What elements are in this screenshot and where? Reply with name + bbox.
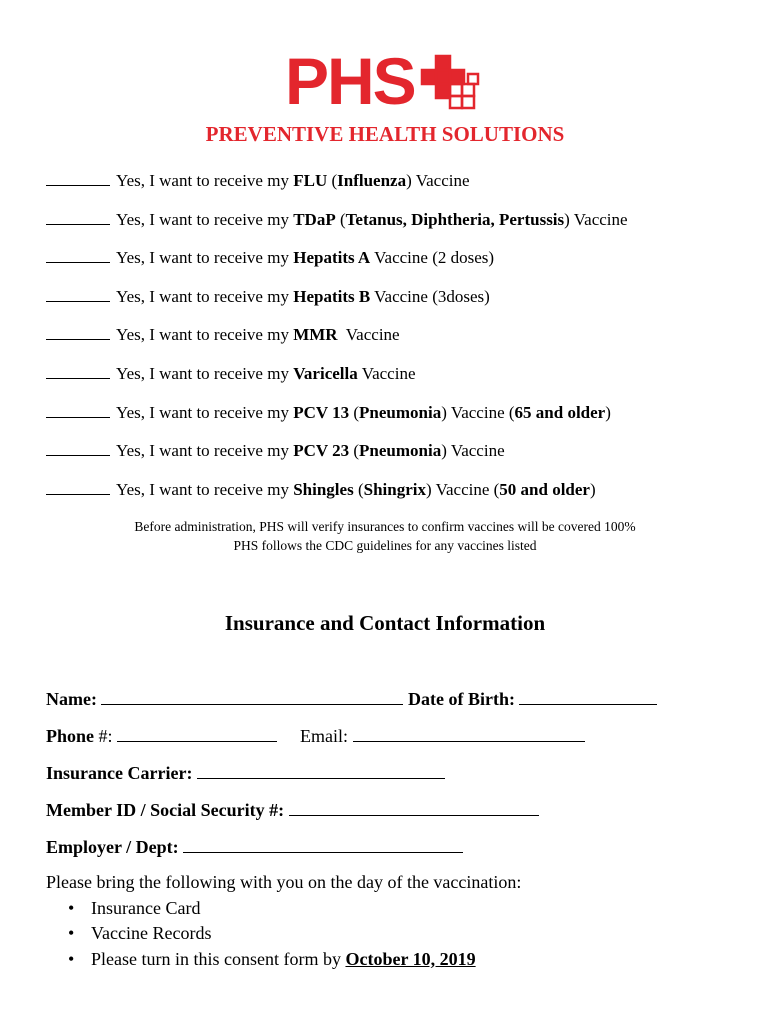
list-item xyxy=(46,947,521,973)
phs-logo xyxy=(285,44,485,118)
bullet-icon: • xyxy=(68,897,75,918)
vaccine-text: ( xyxy=(327,171,338,190)
insurance-row xyxy=(46,760,657,797)
vaccine-text: ( xyxy=(353,479,364,499)
vaccine-row xyxy=(46,401,628,440)
phone-label: Phone xyxy=(46,726,95,746)
phone-row xyxy=(46,723,657,760)
name-field[interactable] xyxy=(101,686,403,705)
vaccine-text: ) Vaccine xyxy=(406,171,470,190)
vaccine-row xyxy=(46,323,628,362)
list-item-label: Insurance Card xyxy=(91,897,201,918)
vaccine-name: Hepatits B xyxy=(293,286,371,306)
vaccine-text: ( xyxy=(349,441,360,461)
vaccine-name: Pneumonia xyxy=(359,441,442,461)
vaccine-row-prefix: Yes, I want to receive my xyxy=(116,248,289,268)
vaccine-text: Vaccine (3doses) xyxy=(370,286,490,306)
vaccine-consent-list xyxy=(46,169,628,516)
vaccine-text: ) xyxy=(605,402,611,422)
vaccine-name: 50 and older xyxy=(499,479,590,499)
vaccine-consent-blank[interactable] xyxy=(46,246,110,263)
section-title: Insurance and Contact Information xyxy=(224,611,546,635)
vaccine-text: ) Vaccine xyxy=(564,209,628,229)
dob-label: Date of Birth: xyxy=(407,689,515,709)
vaccine-row xyxy=(46,208,628,247)
vaccine-row-prefix: Yes, I want to receive my xyxy=(116,441,289,461)
deadline-date: October 10, 2019 xyxy=(345,948,476,969)
vaccine-name: Hepatits A xyxy=(293,248,371,268)
bring-list xyxy=(46,896,521,973)
cdc-note: PHS follows the CDC guidelines for any vaccines listed xyxy=(233,538,537,553)
vaccine-row xyxy=(46,246,628,285)
vaccine-name: Influenza xyxy=(337,171,407,190)
bring-instructions xyxy=(46,870,521,972)
deadline-prefix: Please turn in this consent form by xyxy=(91,948,346,969)
vaccine-row-prefix: Yes, I want to receive my xyxy=(116,286,289,306)
contact-form xyxy=(46,686,657,871)
member-id-row xyxy=(46,797,657,834)
vaccine-text: Vaccine xyxy=(357,363,416,383)
vaccine-consent-blank[interactable] xyxy=(46,401,110,418)
member-id-field[interactable] xyxy=(289,797,539,816)
vaccine-text: Vaccine (2 doses) xyxy=(370,248,495,268)
vaccine-name: TDaP xyxy=(293,209,336,229)
vaccine-name: Varicella xyxy=(293,363,358,383)
vaccine-row xyxy=(46,439,628,478)
employer-label: Employer / Dept: xyxy=(46,837,179,857)
logo-text: PHS xyxy=(285,44,415,118)
member-id-label: Member ID / Social Security #: xyxy=(46,800,285,820)
vaccine-row-prefix: Yes, I want to receive my xyxy=(116,363,289,383)
vaccine-row-prefix: Yes, I want to receive my xyxy=(116,479,289,499)
vaccine-text: Vaccine xyxy=(337,325,400,345)
vaccine-name: PCV 23 xyxy=(293,441,350,461)
bring-intro: Please bring the following with you on the day of the vaccination: xyxy=(46,872,522,892)
vaccine-name: Pneumonia xyxy=(359,402,442,422)
coverage-notes xyxy=(0,517,770,555)
vaccine-consent-blank[interactable] xyxy=(46,439,110,456)
vaccine-row xyxy=(46,169,628,208)
list-item xyxy=(46,896,521,922)
insurance-field[interactable] xyxy=(197,760,445,779)
vaccine-name: 65 and older xyxy=(514,402,606,422)
phone-field[interactable] xyxy=(117,723,277,742)
vaccine-consent-blank[interactable] xyxy=(46,208,110,225)
medical-cross-icon xyxy=(420,54,484,110)
organization-name: PREVENTIVE HEALTH SOLUTIONS xyxy=(205,122,565,146)
vaccine-consent-blank[interactable] xyxy=(46,169,110,186)
vaccine-text: ( xyxy=(349,402,360,422)
insurance-label: Insurance Carrier: xyxy=(46,763,193,783)
vaccine-text: ) Vaccine xyxy=(441,441,505,461)
email-field[interactable] xyxy=(353,723,585,742)
vaccine-row-prefix: Yes, I want to receive my xyxy=(116,325,289,345)
vaccine-row xyxy=(46,285,628,324)
vaccine-text: ( xyxy=(335,209,346,229)
vaccine-name: Tetanus, Diphtheria, Pertussis xyxy=(345,209,565,229)
name-row xyxy=(46,686,657,723)
email-label: Email: xyxy=(300,726,349,746)
name-label: Name: xyxy=(46,689,97,709)
dob-field[interactable] xyxy=(519,686,657,705)
insurance-note: Before administration, PHS will verify insurances to confirm vaccines will be covered 100% xyxy=(134,519,636,534)
list-item xyxy=(46,921,521,947)
vaccine-name: PCV 13 xyxy=(293,402,350,422)
phone-label-suffix: #: xyxy=(94,726,113,746)
vaccine-consent-blank[interactable] xyxy=(46,323,110,340)
bullet-icon: • xyxy=(68,948,75,969)
vaccine-text: ) xyxy=(589,479,596,499)
vaccine-consent-blank[interactable] xyxy=(46,362,110,379)
vaccine-name: Shingles xyxy=(293,479,354,499)
vaccine-name: MMR xyxy=(293,325,338,345)
vaccine-name: FLU xyxy=(293,171,328,190)
vaccine-row-prefix: Yes, I want to receive my xyxy=(116,171,289,190)
vaccine-consent-blank[interactable] xyxy=(46,478,110,495)
vaccine-name: Shingrix xyxy=(363,479,426,499)
vaccine-row xyxy=(46,478,628,517)
list-item-label: Vaccine Records xyxy=(91,923,212,943)
employer-row xyxy=(46,834,657,871)
vaccine-row-prefix: Yes, I want to receive my xyxy=(116,209,289,229)
vaccine-row xyxy=(46,362,628,401)
bullet-icon: • xyxy=(68,923,75,943)
vaccine-text: ) Vaccine ( xyxy=(425,479,500,499)
vaccine-text: ) Vaccine ( xyxy=(441,402,515,422)
vaccine-row-prefix: Yes, I want to receive my xyxy=(116,402,289,422)
employer-field[interactable] xyxy=(183,834,463,853)
vaccine-consent-blank[interactable] xyxy=(46,285,110,302)
